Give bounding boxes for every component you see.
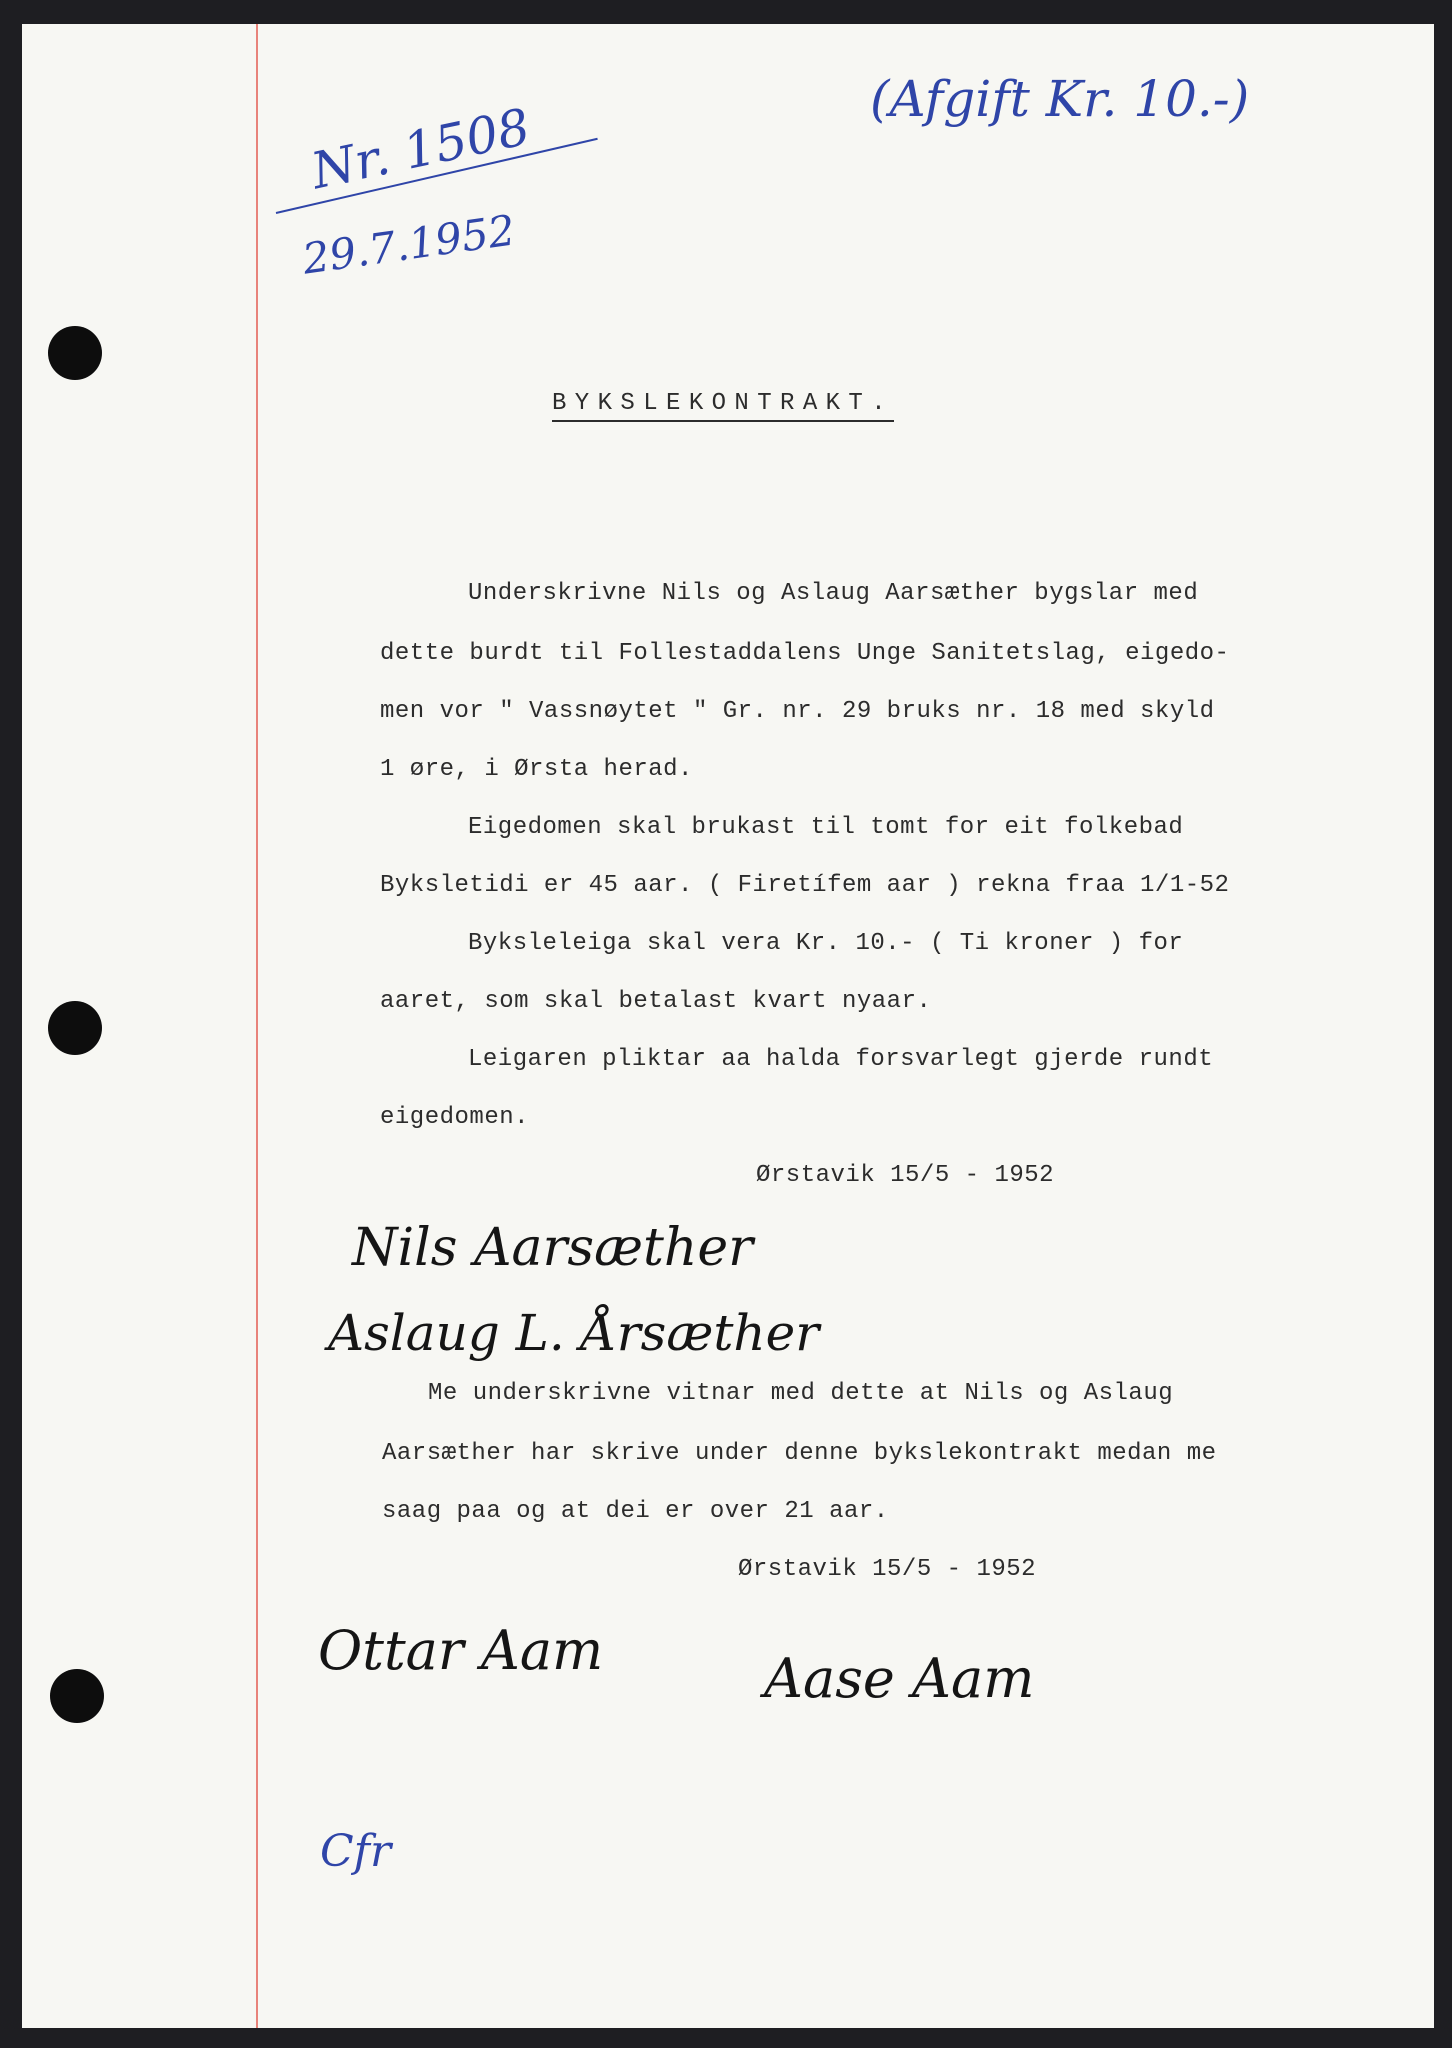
body-line: men vor " Vassnøytet " Gr. nr. 29 bruks nr. 18 med skyld (380, 698, 1215, 725)
body-line: saag paa og at dei er over 21 aar. (382, 1498, 889, 1525)
punch-hole-bottom (50, 1669, 104, 1723)
handwritten-fee-note: (Afgift Kr. 10.-) (870, 70, 1250, 128)
body-line: aaret, som skal betalast kvart nyaar. (380, 988, 932, 1015)
handwritten-initials: Cfr (320, 1826, 391, 1877)
punch-hole-top (48, 326, 102, 380)
handwritten-case-date: 29.7.1952 (299, 205, 519, 284)
document-page (22, 24, 1434, 2028)
body-line: Eigedomen skal brukast til tomt for eit folkebad (468, 814, 1184, 841)
body-line: Aarsæther har skrive under denne bykslekontrakt medan me (382, 1440, 1217, 1467)
body-line: eigedomen. (380, 1104, 530, 1131)
body-line: Leigaren pliktar aa halda forsvarlegt gjerde rundt (468, 1046, 1214, 1073)
body-line: Byksletidi er 45 aar. ( Firetífem aar ) rekna fraa 1/1-52 (380, 872, 1230, 899)
document-title: BYKSLEKONTRAKT. (552, 392, 894, 422)
handwritten-case-number: Nr. 1508 (306, 97, 535, 201)
witness-signature-aase: Aase Aam (764, 1647, 1035, 1710)
place-date: Ørstavik 15/5 - 1952 (738, 1556, 1037, 1583)
body-line: 1 øre, i Ørsta herad. (380, 756, 693, 783)
body-line: dette burdt til Follestaddalens Unge Sanitetslag, eigedo- (380, 640, 1230, 667)
signature-aslaug: Aslaug L. Årsæther (328, 1304, 820, 1362)
body-line: Underskrivne Nils og Aslaug Aarsæther bygslar med (468, 580, 1199, 607)
signature-nils: Nils Aarsæther (352, 1218, 753, 1278)
body-line: Byksleleiga skal vera Kr. 10.- ( Ti kroner ) for (468, 930, 1184, 957)
margin-rule (256, 24, 258, 2028)
body-line: Me underskrivne vitnar med dette at Nils og Aslaug (428, 1380, 1174, 1407)
punch-hole-middle (48, 1001, 102, 1055)
witness-signature-ottar: Ottar Aam (318, 1619, 604, 1682)
place-date: Ørstavik 15/5 - 1952 (756, 1162, 1055, 1189)
